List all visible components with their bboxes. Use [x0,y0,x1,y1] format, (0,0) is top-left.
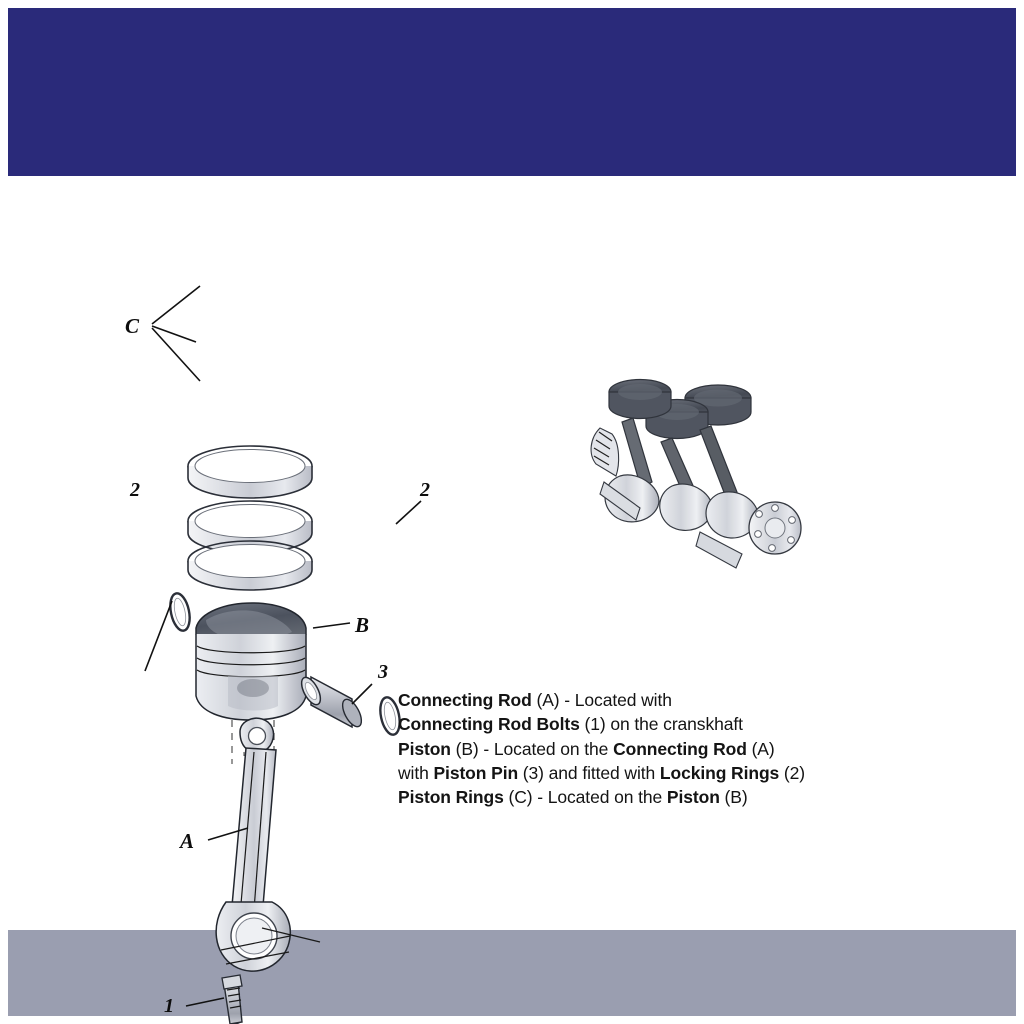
caption-line [398,688,868,712]
exploded-diagram [0,176,1024,1017]
callout-leader-3 [352,684,372,704]
callout-leader-2-right [396,501,421,524]
caption-text: (A) - Located with [531,690,672,710]
crankshaft-assembly [591,380,801,569]
caption-term: Locking Rings [659,762,780,783]
caption-line [398,712,868,736]
piston-rings [188,446,312,590]
caption-text: (A) [746,738,775,759]
caption-term: Piston Pin [433,762,519,783]
callout-leader-B [313,623,350,628]
diagram-stage [0,176,1024,1017]
caption-text: (1) on the cranskhaft [579,714,743,735]
callout-label-A: A [180,829,195,853]
caption-block [398,688,868,809]
caption-text: (C) - Located on the [503,787,667,808]
caption-line [398,761,868,785]
callout-label-1: 1 [164,995,174,1017]
locking-ring-left [167,592,193,633]
callout-label-3: 3 [378,661,388,683]
caption-term: Piston [398,738,451,759]
caption-term: Piston Rings [398,787,504,808]
bottom-color-band [8,930,1016,1016]
caption-term: Connecting Rod [613,738,747,759]
callout-label-B: B [355,613,370,637]
caption-line [398,737,868,761]
top-color-band [8,8,1016,176]
caption-text: (B) [719,787,748,808]
caption-line [398,785,868,809]
callout-leader-C [152,286,200,381]
caption-text: (2) [779,762,806,783]
callout-label-C: C [125,314,140,338]
callout-leader-2-left [145,601,172,671]
caption-text: with [398,762,434,783]
caption-text: (B) - Located on the [450,738,614,759]
caption-term: Piston [666,787,720,808]
caption-term: Connecting Rod Bolts [398,714,580,735]
callout-label-2-left: 2 [130,479,140,501]
caption-text: (3) and fitted with [518,762,660,783]
caption-term: Connecting Rod [398,690,532,710]
callout-label-2-right: 2 [420,479,430,501]
